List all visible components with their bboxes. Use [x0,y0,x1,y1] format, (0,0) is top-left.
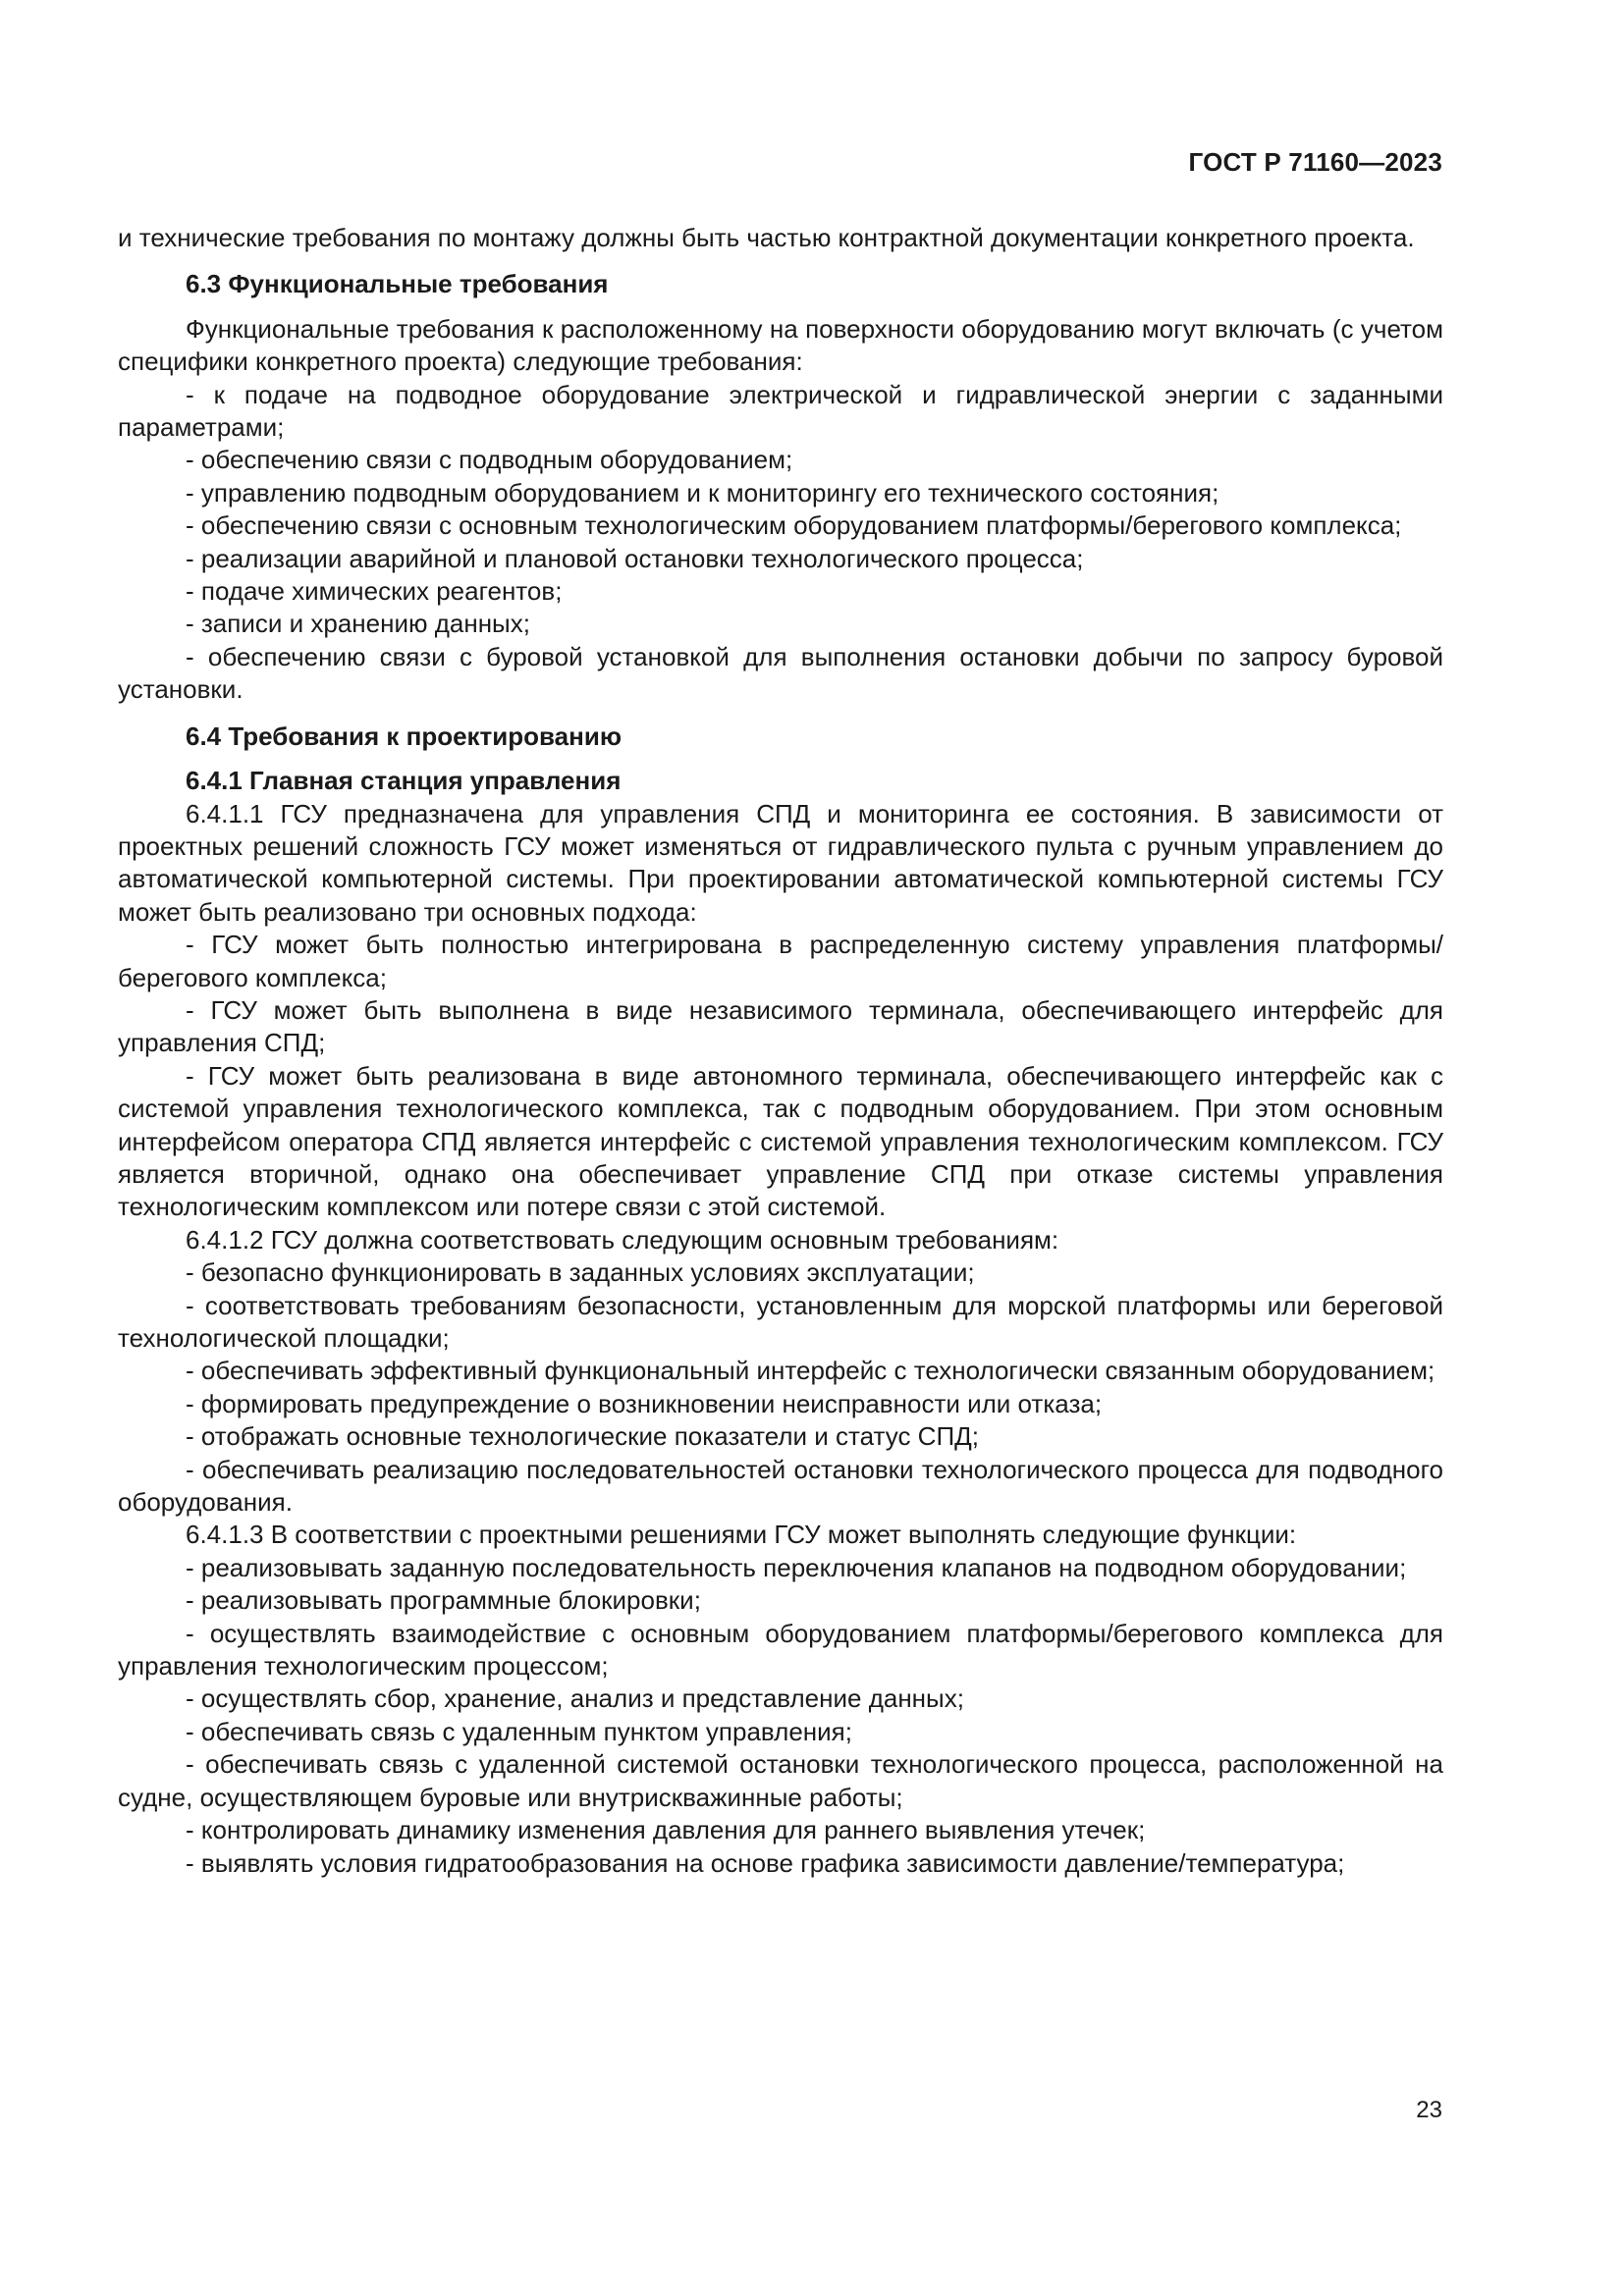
list-item: - обеспечивать эффективный функциональный интерфейс с технологически связанным оборудованием; [186,1356,1435,1386]
list-item: - подаче химических реагентов; [186,576,563,607]
list-item: - обеспечению связи с основным технологическим оборудованием платформы/берегового комплекса; [186,510,1402,541]
list-item: - контролировать динамику изменения давления для раннего выявления утечек; [186,1815,1146,1845]
list-item: - обеспечивать реализацию последовательностей остановки технологического процесса для подводного оборудования. [118,1454,1443,1518]
document-code: ГОСТ Р 71160—2023 [1188,147,1442,177]
list-item: - безопасно функционировать в заданных условиях эксплуатации; [186,1257,975,1288]
section-6-3-heading: 6.3 Функциональные требования [186,269,609,299]
section-6-4-heading: 6.4 Требования к проектированию [186,721,623,751]
page-body [118,222,1443,1880]
paragraph-6-4-1-1: 6.4.1.1 ГСУ предназначена для управления СПД и мониторинга ее состояния. В зависимости от проектных решений сложность ГСУ может изменяться от гидравлического пульта с ручным управлением до автоматической компьютерной системы. При проектировании автоматической компьютерной системы ГСУ может быть реализовано три основных подхода: [118,798,1443,927]
list-item: - управлению подводным оборудованием и к мониторингу его технического состояния; [186,477,1219,507]
list-item: - выявлять условия гидратообразования на основе графика зависимости давление/температура; [186,1847,1345,1878]
list-item: - осуществлять сбор, хранение, анализ и представление данных; [186,1683,964,1714]
list-item: - ГСУ может быть реализована в виде автономного терминала, обеспечивающего интерфейс как с системой управления технологического комплекса, так с подводным оборудованием. При этом основным интерфейсом оператора СПД является интерфейс с системой управления технологическим комплексом. ГСУ является вторичной, однако она обеспечивает управление СПД при отказе системы управления технологическим комплексом или потере связи с этой системой. [118,1060,1443,1222]
intro-continuation-paragraph: и технические требования по монтажу должны быть частью контрактной документации конкретного проекта. [118,223,1415,252]
list-item: - отображать основные технологические показатели и статус СПД; [186,1421,979,1452]
paragraph-6-4-1-2: 6.4.1.2 ГСУ должна соответствовать следующим основным требованиям: [186,1224,1059,1255]
list-item: - осуществлять взаимодействие с основным оборудованием платформы/берегового комплекса для управления технологическим процессом; [118,1618,1443,1682]
list-item: - ГСУ может быть выполнена в виде независимого терминала, обеспечивающего интерфейс для управления СПД; [118,994,1443,1058]
list-item: - обеспечивать связь с удаленной системой остановки технологического процесса, расположенной на судне, осуществляющем буровые или внутрискважинные работы; [118,1749,1443,1812]
paragraph-6-4-1-3: 6.4.1.3 В соответствии с проектными решениями ГСУ может выполнять следующие функции: [186,1520,1297,1550]
list-item: - реализации аварийной и плановой остановки технологического процесса; [186,543,1084,573]
subsection-6-4-1-heading: 6.4.1 Главная станция управления [186,766,622,796]
list-item: - формировать предупреждение о возникновении неисправности или отказа; [186,1388,1103,1418]
list-item: - записи и хранению данных; [186,609,530,639]
list-item: - реализовывать программные блокировки; [186,1585,701,1616]
list-item: - соответствовать требованиям безопасности, установленным для морской платформы или береговой технологической площадки; [118,1290,1443,1353]
list-item: - к подаче на подводное оборудование электрической и гидравлической энергии с заданными параметрами; [118,379,1443,443]
list-item: - обеспечению связи с подводным оборудованием; [186,445,793,475]
section-6-3-intro: Функциональные требования к расположенному на поверхности оборудованию могут включать (с учетом специфики конкретного проекта) следующие требования: [118,313,1443,377]
list-item: - ГСУ может быть полностью интегрирована в распределенную систему управления платформы/берегового комплекса; [118,930,1443,992]
list-item: - обеспечивать связь с удаленным пунктом управления; [186,1716,852,1746]
list-item: - реализовывать заданную последовательность переключения клапанов на подводном оборудовании; [186,1552,1407,1582]
page-number: 23 [1416,2097,1442,2123]
list-item: - обеспечению связи с буровой установкой для выполнения остановки добычи по запросу буровой установки. [118,641,1443,705]
